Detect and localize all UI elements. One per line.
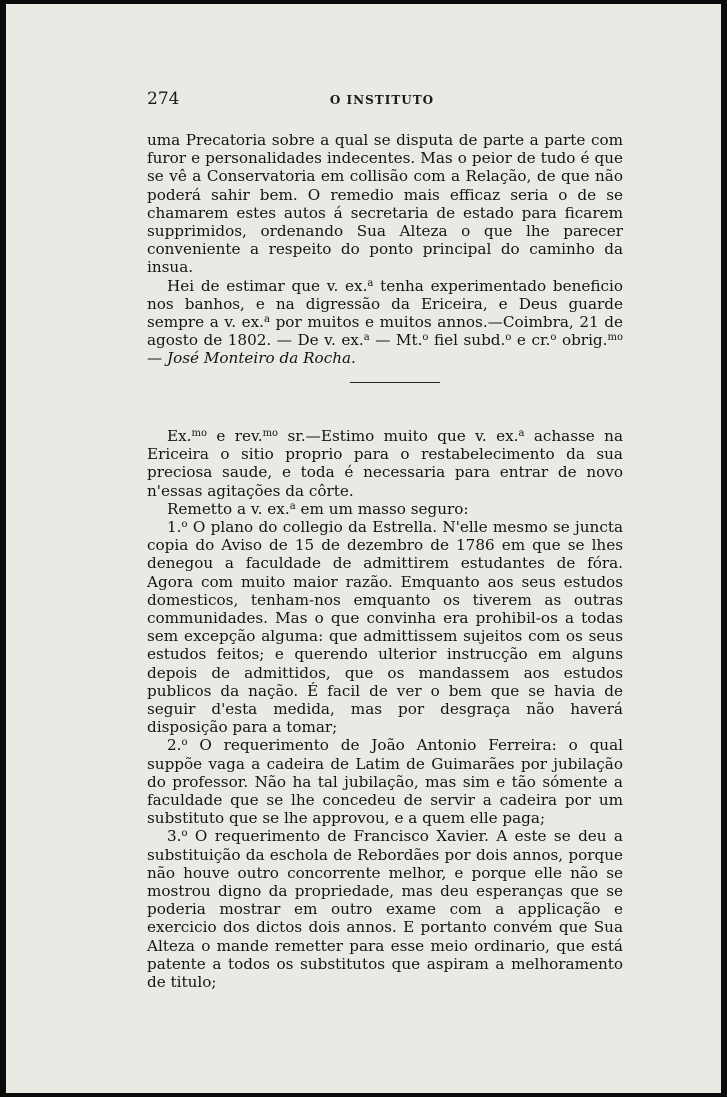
letter-1-paragraph-1: uma Precatoria sobre a qual se disputa de parte a parte com furor e personalidades indecentes. Mas o peior de tudo é que se vê a Conservatoria em collisão com a Relação, de que não poderá sahir bem. O remedio mais efficaz seria o de se chamarem estes autos á secretaria de estado para ficarem supprimidos, ordenando Sua Alteza o que lhe parecer conveniente a respeito do ponto principal do caminho da insua. [147,131,623,277]
letter-2-item-3: 3.$^o$ O requerimento de Francisco Xavier. A este se deu a substituição da eschola de Rebordães por dois annos, porque não houve outro concorrente melhor, e porque elle não se mostrou digno da propriedade, mas deu esperanças que se poderia mostrar em outro exame com a applicação e exercicio dos dictos dois annos. E portanto convém que Sua Alteza o mande remetter para esse meio ordinario, que está patente a todos os substitutos que aspiram a melhoramento de titulo; [147,827,623,992]
letter-2-salutation: Ex.$^{mo}$ e rev.$^{mo}$ sr.—Estimo muito que v. ex.$^a$ achasse na Ericeira o sitio proprio para o restabelecimento da sua preciosa saude, e toda é necessaria para entrar de novo n'essas agitações da côrte. [147,427,623,500]
letter-2-item-1: 1.$^o$ O plano do collegio da Estrella. N'elle mesmo se juncta copia do Aviso de 15 de dezembro de 1786 em que se lhes denegou a faculdade de admittirem estudantes de fóra. Agora com muito maior razão. Emquanto aos seus estudos domesticos, tenham-nos emquanto os tiverem as outras communidades. Mas o que convinha era prohibil-os a todas sem excepção alguma: que admittissem sujeitos com os seus estudos feitos; e querendo ulterior instrucção em alguns depois de admittidos, que os mandassem aos estudos publicos da nação. É facil de ver o bem que se havia de seguir d'esta medida, mas por desgraça não haverá disposição para a tomar; [147,518,623,737]
letter-1-closing: Hei de estimar que v. ex.$^a$ tenha experimentado beneficio nos banhos, e na digressão da Ericeira, e Deus guarde sempre a v. ex.$^a$ por muitos e muitos annos.—Coimbra, 21 de agosto de 1802. — De v. ex.$^a$ — Mt.$^o$ fiel subd.$^o$ e cr.$^o$ obrig.$^{mo}$ — José Monteiro da Rocha. [147,276,623,368]
book-page [6,4,721,1093]
signature: José Monteiro da Rocha. [167,349,356,368]
page-header [147,89,617,113]
running-title: O INSTITUTO [329,93,435,107]
letter-2-remittance: Remetto a v. ex.$^a$ em um masso seguro: [167,499,469,518]
letter-2-item-2: 2.$^o$ O requerimento de João Antonio Ferreira: o qual suppõe vaga a cadeira de Latim de Guimarães por jubilação do professor. Não ha tal jubilação, mas sim e tão sómente a faculdade que se lhe concedeu de servir a cadeira por um substituto que se lhe approvou, e a quem elle paga; [147,736,623,828]
letter-2 [147,427,623,991]
letter-1 [147,131,623,368]
section-divider [350,382,440,383]
page-number: 274 [147,89,180,109]
